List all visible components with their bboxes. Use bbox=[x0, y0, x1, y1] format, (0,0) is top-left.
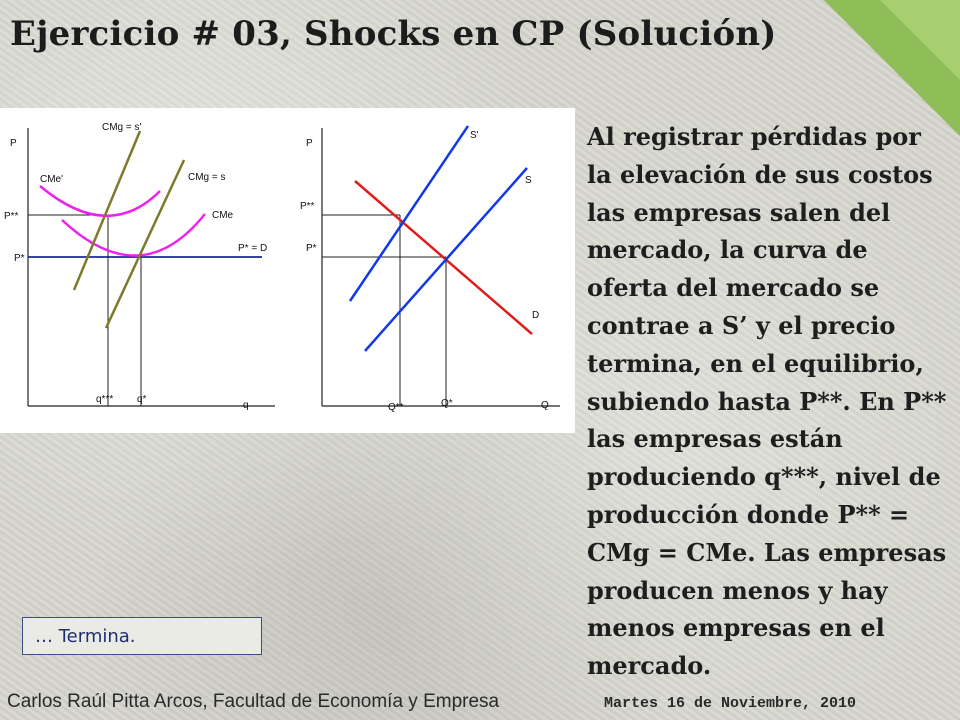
firm-p-high-label: P** bbox=[4, 211, 19, 222]
market-p-high-label: P** bbox=[300, 201, 315, 212]
end-note-box bbox=[22, 617, 262, 655]
market-supply-new-label: S' bbox=[470, 130, 479, 141]
market-demand-label: D bbox=[532, 310, 540, 321]
explanation-text: Al registrar pérdidas por la elevación de sus costos las empresas salen del mercado, la curva de oferta del mercado se contrae a S’ y el precio termina, en el equilibrio, subiendo hasta P**. En P** las empresas están produciendo q***, nivel de producción donde P** = CMg = CMe. Las empresas producen menos y hay menos empresas en el mercado. bbox=[587, 122, 947, 681]
firm-cme-label: CMe bbox=[212, 210, 234, 221]
firm-demand-label: P* = D bbox=[238, 243, 268, 254]
firm-q-old-label: q* bbox=[137, 394, 147, 405]
market-q-old-label: Q* bbox=[441, 398, 453, 409]
corner-decoration bbox=[824, 0, 960, 136]
supply-shock-diagram bbox=[0, 108, 575, 433]
market-q-new-label: Q** bbox=[388, 402, 404, 413]
diagram-background bbox=[0, 108, 575, 433]
firm-q-new-label: q*** bbox=[96, 394, 114, 405]
firm-x-axis-label: q bbox=[243, 400, 249, 411]
firm-cmg-new-label: CMg = s' bbox=[102, 122, 142, 133]
market-y-axis-label: P bbox=[306, 138, 313, 149]
firm-y-axis-label: P bbox=[10, 138, 17, 149]
firm-cme-new-label: CMe' bbox=[40, 174, 64, 185]
market-supply-label: S bbox=[525, 175, 532, 186]
market-x-axis-label: Q bbox=[541, 400, 549, 411]
market-p-low-label: P* bbox=[306, 243, 317, 254]
footer-author: Carlos Raúl Pitta Arcos, Facultad de Economía y Empresa bbox=[7, 691, 500, 712]
end-note-text: … Termina. bbox=[35, 625, 136, 647]
firm-cmg-label: CMg = s bbox=[188, 172, 226, 183]
slide-title: Ejercicio # 03, Shocks en CP (Solución) bbox=[10, 14, 777, 54]
firm-p-low-label: P* bbox=[14, 253, 25, 264]
footer-date: Martes 16 de Noviembre, 2010 bbox=[604, 695, 857, 712]
